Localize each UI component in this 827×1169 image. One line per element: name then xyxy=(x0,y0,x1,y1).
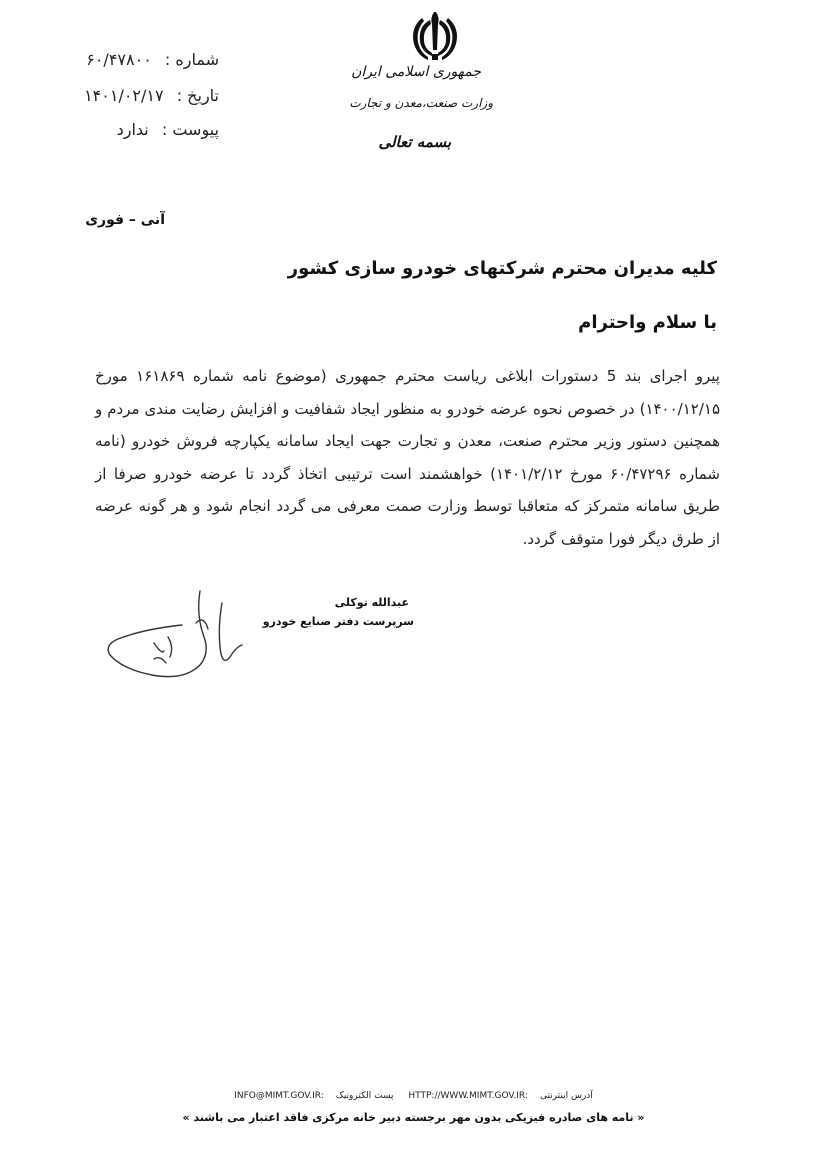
footer-contact xyxy=(0,1091,827,1101)
emblem-basmala: بسمه تعالی xyxy=(378,133,451,151)
letter-attachment-value: ندارد xyxy=(116,120,149,139)
signer-title: سرپرست دفتر صنایع خودرو xyxy=(262,615,414,628)
letter-date xyxy=(84,86,219,105)
footer-note: « نامه های صادره فیزیکی بدون مهر برجسته دبیر خانه مرکزی فاقد اعتبار می باشند » xyxy=(182,1111,645,1124)
letter-attachment-label: پیوست : xyxy=(161,120,219,139)
footer-email[interactable]: INFO@MIMT.GOV.IR: xyxy=(234,1091,324,1101)
signer-name: عبدالله توکلی xyxy=(334,596,409,609)
letter-attachment xyxy=(117,120,219,139)
letter-date-value: ۱۴۰۱/۰۲/۱۷ xyxy=(84,86,164,105)
letter-date-label: تاریخ : xyxy=(176,86,219,105)
recipient-heading: کلیه مدیران محترم شرکتهای خودرو سازی کشور xyxy=(287,258,717,279)
emblem-ministry: وزارت صنعت،معدن و تجارت xyxy=(349,96,493,110)
urgency-label: آنی – فوری xyxy=(85,212,165,228)
handwritten-signature-icon xyxy=(104,585,304,685)
emblem-country: جمهوری اسلامی ایران xyxy=(351,64,481,80)
letter-number-value: ۶۰/۴۷۸۰۰ xyxy=(86,50,152,69)
footer-website-label: آدرس اینترنتی xyxy=(539,1091,593,1101)
letter-body: پیرو اجرای بند 5 دستورات ابلاغی ریاست محترم جمهوری (موضوع نامه شماره ۱۶۱۸۶۹ مورخ ۱۴۰۰/۱۲/۱۵) در خصوص نحوه عرضه خودرو به منظور ایجاد شفافیت و افزایش رضایت مندی مردم و همچنین دستور وزیر محترم صنعت، معدن و تجارت جهت ایجاد سامانه یکپارچه فروش خودرو (نامه شماره ۶۰/۴۷۲۹۶ مورخ ۱۴۰۱/۲/۱۲) خواهشمند است ترتیبی اتخاذ گردد تا عرضه خودرو صرفا از طریق سامانه متمرکز که متعاقبا توسط وزارت صمت معرفی می گردد انجام شود و هر گونه عرضه از طرق دیگر فورا متوقف گردد. xyxy=(95,367,720,548)
greeting: با سلام واحترام xyxy=(578,312,717,333)
iran-emblem-icon xyxy=(408,10,462,62)
letter-number-label: شماره : xyxy=(164,50,219,69)
footer-website[interactable]: HTTP://WWW.MIMT.GOV.IR: xyxy=(408,1091,528,1101)
footer-email-label: پست الکترونیک xyxy=(335,1091,394,1101)
letter-number xyxy=(86,50,219,69)
